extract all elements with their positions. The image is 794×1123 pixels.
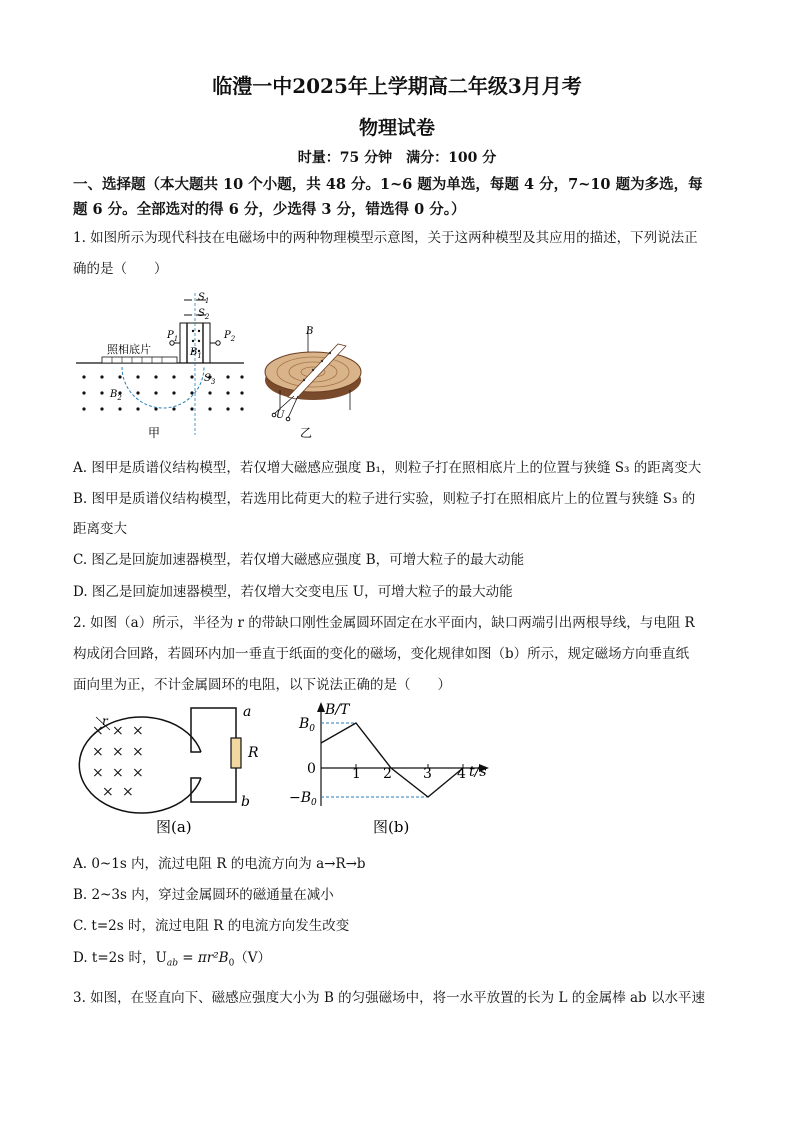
svg-text:×: × (112, 765, 124, 781)
field-dot (82, 375, 85, 378)
photo-plate (102, 357, 177, 363)
svg-text:P1: $P_1$ (167, 330, 179, 343)
svg-text:×: × (102, 784, 114, 800)
svg-text:2: 2 (383, 766, 392, 782)
q2-stem-line1: 2. 如图（a）所示，半径为 r 的带缺口刚性金属圆环固定在水平面内，缺口两端引出两根导线，与电阻 R (73, 615, 695, 631)
field-dot (82, 407, 85, 410)
svg-text:U: U (276, 410, 285, 421)
field-dot (136, 407, 139, 410)
field-dot (190, 407, 193, 410)
svg-text:4: 4 (457, 766, 466, 782)
svg-text:×: × (92, 723, 104, 739)
svg-text:P2: $P_2$ (224, 330, 236, 343)
ring-circuit-figure (68, 700, 283, 840)
figure-a-caption: 图(a) (156, 818, 192, 836)
field-dot (240, 375, 243, 378)
exam-title: 临澧一中2025年上学期高二年级3月月考 (212, 74, 582, 98)
svg-text:×: × (112, 744, 124, 760)
svg-text:B1: $B_1$ (190, 347, 202, 360)
particle-trajectory (122, 367, 204, 408)
figure-b-caption: 图(b) (373, 818, 410, 836)
svg-text:×: × (132, 765, 144, 781)
field-dot (226, 407, 229, 410)
q2-option-b: B. 2~3s 内，穿过金属圆环的磁通量在减小 (73, 887, 334, 903)
svg-text:B: B (306, 326, 314, 337)
field-dot (172, 391, 175, 394)
svg-text:B/T: B/T (325, 702, 350, 718)
b-t-curve (321, 723, 463, 797)
q1-option-d: D. 图乙是回旋加速器模型，若仅增大交变电压 U，可增大粒子的最大动能 (73, 584, 513, 600)
field-dot (100, 375, 103, 378)
cyclotron-figure (258, 322, 378, 442)
svg-text:×: × (122, 784, 134, 800)
q2-option-a: A. 0~1s 内，流过电阻 R 的电流方向为 a→R→b (73, 856, 366, 872)
svg-text:B0: $B_0$ (299, 716, 316, 734)
q2-stem-line2: 构成闭合回路，若圆环内加一垂直于纸面的变化的磁场，变化规律如图（b）所示，规定磁场方向垂直纸 (73, 646, 690, 662)
svg-text:S1: $S_1$ (198, 292, 210, 305)
field-crosses (92, 723, 144, 800)
field-dot (100, 391, 103, 394)
svg-text:a: a (243, 704, 252, 720)
svg-text:×: × (92, 765, 104, 781)
field-dot (208, 407, 211, 410)
field-dot (240, 407, 243, 410)
exam-subject: 物理试卷 (358, 117, 435, 139)
svg-text:−B0: $-B_0$ (289, 790, 317, 808)
field-dot (136, 391, 139, 394)
field-dot (100, 407, 103, 410)
field-dot (172, 407, 175, 410)
svg-text:r: r (102, 714, 108, 728)
field-dot (240, 391, 243, 394)
field-dot (190, 391, 193, 394)
svg-text:×: × (132, 744, 144, 760)
section-heading-line2: 题 6 分。全部选对的得 6 分，少选得 3 分，错选得 0 分。） (73, 201, 466, 218)
q2-option-d: D. t=2s 时，$U_{ab} = \pi r^2B_0(V)$ (73, 950, 272, 969)
svg-text:×: × (112, 723, 124, 739)
field-dot (82, 391, 85, 394)
figure-yi-caption: 乙 (300, 426, 313, 440)
q1-option-b-line1: B. 图甲是质谱仪结构模型，若选用比荷更大的粒子进行实验，则粒子打在照相底片上的位置与狭缝 S₃ 的 (73, 491, 696, 507)
field-dot (190, 375, 193, 378)
svg-text:S3: $S_3$ (204, 373, 216, 386)
field-dot (118, 407, 121, 410)
svg-text:×: × (92, 744, 104, 760)
figure-jia-caption: 甲 (148, 426, 161, 440)
resistor (231, 738, 241, 768)
field-dot (154, 375, 157, 378)
q1-option-a: A. 图甲是质谱仪结构模型，若仅增大磁感应强度 B₁，则粒子打在照相底片上的位置与狭缝 S₃ 的距离变大 (73, 460, 702, 476)
mass-spectrometer-figure (72, 285, 247, 445)
photo-plate-label: 照相底片 (107, 343, 151, 356)
svg-text:B2: $B_2$ (110, 389, 122, 402)
exam-time-score: 时量：75 分钟 满分：100 分 (297, 150, 497, 166)
q2-option-c: C. t=2s 时，流过电阻 R 的电流方向发生改变 (73, 918, 350, 934)
svg-text:b: b (241, 794, 250, 810)
q1-option-c: C. 图乙是回旋加速器模型，若仅增大磁感应强度 B，可增大粒子的最大动能 (73, 552, 525, 568)
svg-text:S2: $S_2$ (198, 308, 210, 321)
field-dot (208, 391, 211, 394)
field-dot (136, 375, 139, 378)
section-heading-line1: 一、选择题（本大题共 10 个小题，共 48 分。1~6 题为单选，每题 4 分，7~10 题为多选，每 (73, 176, 703, 193)
q1-stem-line2: 确的是（ ） (73, 261, 168, 277)
field-dot (226, 375, 229, 378)
q3-stem-line1: 3. 如图，在竖直向下、磁感应强度大小为 B 的匀强磁场中，将一水平放置的长为 L 的金属棒 ab 以水平速 (73, 990, 705, 1006)
q1-stem-line1: 1. 如图所示为现代科技在电磁场中的两种物理模型示意图，关于这两种模型及其应用的描述，下列说法正 (73, 230, 698, 246)
q2-stem-line3: 面向里为正，不计金属圆环的电阻，以下说法正确的是（ ） (73, 677, 451, 693)
field-dot (226, 391, 229, 394)
svg-text:0: 0 (307, 761, 316, 777)
field-dot (172, 375, 175, 378)
svg-text:×: × (132, 723, 144, 739)
svg-text:R: R (248, 745, 259, 761)
field-dot (118, 375, 121, 378)
q1-option-b-line2: 距离变大 (73, 521, 127, 537)
field-dots (82, 375, 243, 410)
svg-text:1: 1 (352, 766, 361, 782)
field-dot (154, 391, 157, 394)
b-t-graph (283, 698, 498, 840)
svg-text:t/s: t/s (469, 764, 487, 780)
svg-text:3: 3 (423, 766, 432, 782)
